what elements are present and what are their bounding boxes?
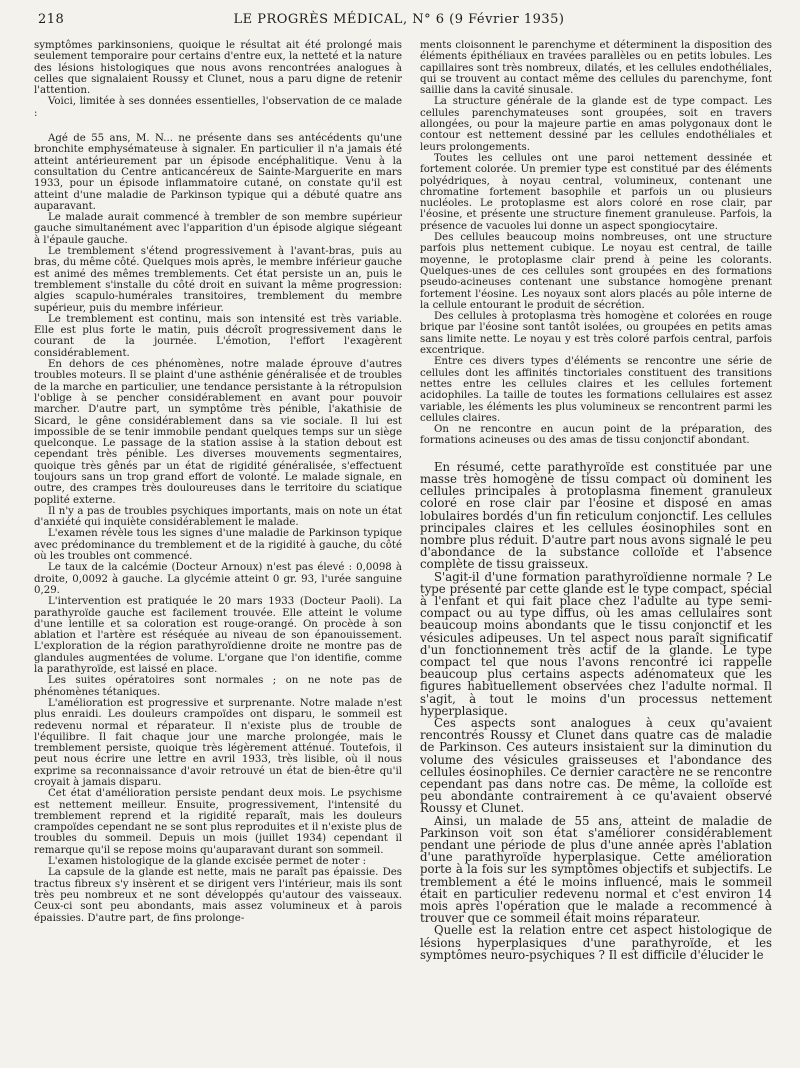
paragraph: Le taux de la calcémie (Docteur Arnoux) n'est pas élevé : 0,0098 à droite, 0,0092 à gauche. La glycémie atteint 0 gr. 93, l'urée sanguine 0,29.	[34, 562, 402, 596]
paragraph: Le malade aurait commencé à trembler de son membre supérieur gauche simultanément avec l'apparition d'un épisode algique siégeant à l'épaule gauche.	[34, 212, 402, 246]
paragraph: Toutes les cellules ont une paroi nettement dessinée et fortement colorée. Un premier type est constitué par des éléments polyédriques, à noyau central, volumineux, contenant une chromatine fortement basophile et parfois un ou plusieurs nucléoles. Le protoplasme est alors coloré en rose clair, par l'éosine, et présente une structure finement granuleuse. Parfois, la présence de vacuoles lui donne un aspect spongiocytaire.	[420, 152, 772, 232]
paragraph: Ainsi, un malade de 55 ans, atteint de maladie de Parkinson voit son état s'améliorer considérablement pendant une période de plus d'une année après l'ablation d'une parathyroïde hyperplasique. Cette amélioration porte à la fois sur les symptômes objectifs et subjectifs. Le tremblement a été le moins influencé, mais le sommeil était en particulier redevenu normal et c'est environ 14 mois après l'opération que le malade a recommencé à trouver que ce sommeil était moins réparateur.	[420, 813, 772, 926]
paragraph: En résumé, cette parathyroïde est constituée par une masse très homogène de tissu compact où dominent les cellules principales à protoplasma finement granuleux coloré en rose clair par l'éosine et disposé en amas lobulaires bordés d'un fin reticulum conjonctif. Les cellules principales claires et les cellules éosinophiles sont en nombre plus réduit. D'autre part nous avons signalé le peu d'abondance de la substance colloïde et l'absence complète de tissu graisseux.	[420, 459, 772, 572]
paragraph: L'amélioration est progressive et surprenante. Notre malade n'est plus enraidi. Les douleurs crampoïdes ont disparu, le sommeil est redevenu normal et réparateur. Il n'existe plus de trouble de l'équilibre. Il fait chaque jour une marche prolongée, mais le tremblement persiste, quoique très légèrement atténué. Toutefois, il peut nous écrire une lettre en avril 1933, très lisible, où il nous exprime sa reconnaissance d'avoir retrouvé un état de bien-être qu'il croyait à jamais disparu.	[34, 697, 402, 788]
paragraph: La structure générale de la glande est de type compact. Les cellules parenchymateuses sont groupées, soit en travers allongées, ou pour la majeure partie en amas polygonaux dont le contour est nettement dessiné par les cellules endothéliales et leurs prolongements.	[420, 96, 772, 153]
paragraph: L'examen histologique de la glande excisée permet de noter :	[48, 856, 367, 868]
page-header	[38, 12, 760, 34]
paragraph: La capsule de la glande est nette, mais ne paraît pas épaissie. Des tractus fibreux s'y insèrent et se dirigent vers l'intérieur, mais ils sont très peu nombreux et ne sont développés qu'autour des vaisseaux. Ceux-ci sont peu abondants, mais assez volumineux et à parois épaissies. D'autre part, de fins prolonge-	[34, 867, 402, 924]
paragraph: Quelle est la relation entre cet aspect histologique de lésions hyperplasiques d'une parathyroïde, et les symptômes neuro-psychiques ? Il est difficile d'élucider le	[420, 923, 772, 962]
journal-title: LE PROGRÈS MÉDICAL, N° 6 (9 Février 1935)	[233, 12, 565, 27]
right-column	[420, 40, 772, 961]
left-column	[34, 40, 402, 924]
paragraph: Entre ces divers types d'éléments se rencontre une série de cellules dont les affinités tinctoriales constituent des transitions nettes entre les cellules claires et les cellules fortement acidophiles. La taille de toutes les formations cellulaires est assez variable, les éléments les plus volumineux se rencontrent parmi les cellules claires.	[420, 356, 772, 424]
paragraph: ments cloisonnent le parenchyme et déterminent la disposition des éléments épithéliaux en travées parallèles ou en petits lobules. Les capillaires sont très nombreux, dilatés, et les cellules endothéliales, qui se trouvent au contact même des cellules du parenchyme, font saillie dans la cavité sinusale.	[420, 40, 772, 97]
paragraph: Il n'y a pas de troubles psychiques importants, mais on note un état d'anxiété qui inquiète considérablement le malade.	[34, 505, 402, 529]
paragraph: En dehors de ces phénomènes, notre malade éprouve d'autres troubles moteurs. Il se plaint d'une asthénie généralisée et de troubles de la marche en particulier, une tendance persistante à la rétropulsion l'oblige à se pencher considérablement en avant pour pouvoir marcher. D'autre part, un symptôme très pénible, l'akathisie de Sicard, le gêne considérablement dans sa vie sociale. Il lui est impossible de se tenir immobile pendant quelques temps sur un siège quelconque. Le passage de la station assise à la station debout est cependant très pénible. Les diverses mouvements segmentaires, quoique très gênés par un état de rigidité généralisée, s'effectuent toujours sans un trop grand effort de volonté. Le malade signale, en outre, des crampes très douloureuses dans le territoire du sciatique poplité externe.	[34, 359, 402, 506]
paragraph: Ces aspects sont analogues à ceux qu'avaient rencontrés Roussy et Clunet dans quatre cas de maladie de Parkinson. Ces auteurs insistaient sur la diminution du volume des vésicules graisseuses et l'abondance des cellules éosinophiles. Ce dernier caractère ne se rencontre cependant pas dans notre cas. De même, la colloïde est peu abondante contrairement à ce qu'avaient observé Roussy et Clunet.	[420, 715, 772, 816]
paragraph: On ne rencontre en aucun point de la préparation, des formations acineuses ou des amas de tissu conjonctif abondant.	[420, 424, 772, 447]
paragraph: Des cellules beaucoup moins nombreuses, ont une structure parfois plus nettement cubique. Le noyau est central, de taille moyenne, le protoplasme clair prend à peine les colorants. Quelques-unes de ces cellules sont groupées en des formations pseudo-acineuses contenant une substance homogène prenant fortement l'éosine. Les noyaux sont alors placés au pôle interne de la cellule entourant le produit de sécrétion.	[420, 232, 772, 311]
paragraph: L'intervention est pratiquée le 20 mars 1933 (Docteur Paoli). La parathyroïde gauche est facilement trouvée. Elle atteint le volume d'une lentille et sa coloration est rouge-orangé. On procède à son ablation et l'artère est réséquée au niveau de son épanouissement. L'exploration de la région parathyroïdienne droite ne montre pas de glandules augmentées de volume. L'organe que l'on identifie, comme la parathyroïde, est laissé en place.	[34, 596, 402, 676]
paragraph: L'examen révèle tous les signes d'une maladie de Parkinson typique avec prédominance du tremblement et de la rigidité à gauche, du côté où les troubles ont commencé.	[34, 528, 402, 563]
summary-section	[420, 461, 772, 961]
paragraph: Des cellules à protoplasma très homogène et colorées en rouge brique par l'éosine sont tantôt isolées, ou groupées en petits amas sans limite nette. Le noyau y est très coloré parfois central, parfois excentrique.	[420, 311, 772, 357]
paragraph: Voici, limitée à ses données essentielles, l'observation de ce malade :	[34, 96, 402, 119]
paragraph: S'agit-il d'une formation parathyroïdienne normale ? Le type présenté par cette glande est le type compact, spécial à l'enfant et qui fait place chez l'adulte au type semi-compact ou au type diffus, où les amas cellulaires sont beaucoup moins abondants que le tissu conjonctif et les vésicules adipeuses. Un tel aspect nous paraît significatif d'un fonctionnement très actif de la glande. Le type compact tel que nous l'avons rencontré ici rappelle beaucoup plus certains aspects adénomateux que les figures habituellement observées chez l'adulte normal. Il s'agit, à tout le moins d'un processus nettement hyperplasique.	[420, 569, 772, 718]
paragraph: Les suites opératoires sont normales ; on ne note pas de phénomènes tétaniques.	[34, 675, 402, 698]
paragraph: Le tremblement est continu, mais son intensité est très variable. Elle est plus forte le matin, puis décroît progressivement dans le courant de la journée. L'émotion, l'effort l'exagèrent considérablement.	[34, 313, 402, 359]
paragraph: symptômes parkinsoniens, quoique le résultat ait été prolongé mais seulement temporaire pour certains d'entre eux, la netteté et la nature des lésions histologiques que nous avons rencontrées analogues à celles que signalaient Roussy et Clunet, nous a paru digne de retenir l'attention.	[34, 40, 402, 97]
paragraph: Le tremblement s'étend progressivement à l'avant-bras, puis au bras, du même côté. Quelques mois après, le membre inférieur gauche est animé des mêmes tremblements. Cet état persiste un an, puis le tremblement s'installe du côté droit en suivant la même progression: algies scapulo-humérales transitoires, tremblement du membre supérieur, puis du membre inférieur.	[34, 246, 402, 314]
page-number: 218	[38, 12, 65, 27]
paragraph: Agé de 55 ans, M. N... ne présente dans ses antécédents qu'une bronchite emphysémateuse à signaler. En particulier il n'a jamais été atteint antérieurement par un épisode encéphalitique. Venu à la consultation du Centre anticancéreux de Sainte-Marguerite en mars 1933, pour un épisode inflammatoire cutané, on constate qu'il est atteint d'une maladie de Parkinson typique qui a débuté quatre ans auparavant.	[34, 133, 402, 212]
paragraph: Cet état d'amélioration persiste pendant deux mois. Le psychisme est nettement meilleur. Ensuite, progressivement, l'intensité du tremblement reprend et la rigidité reparaît, mais les douleurs crampoïdes cependant ne se sont plus reproduites et il n'existe plus de troubles du sommeil. Depuis un mois (juillet 1934) cependant il remarque qu'il se repose moins qu'auparavant durant son sommeil.	[34, 788, 402, 856]
